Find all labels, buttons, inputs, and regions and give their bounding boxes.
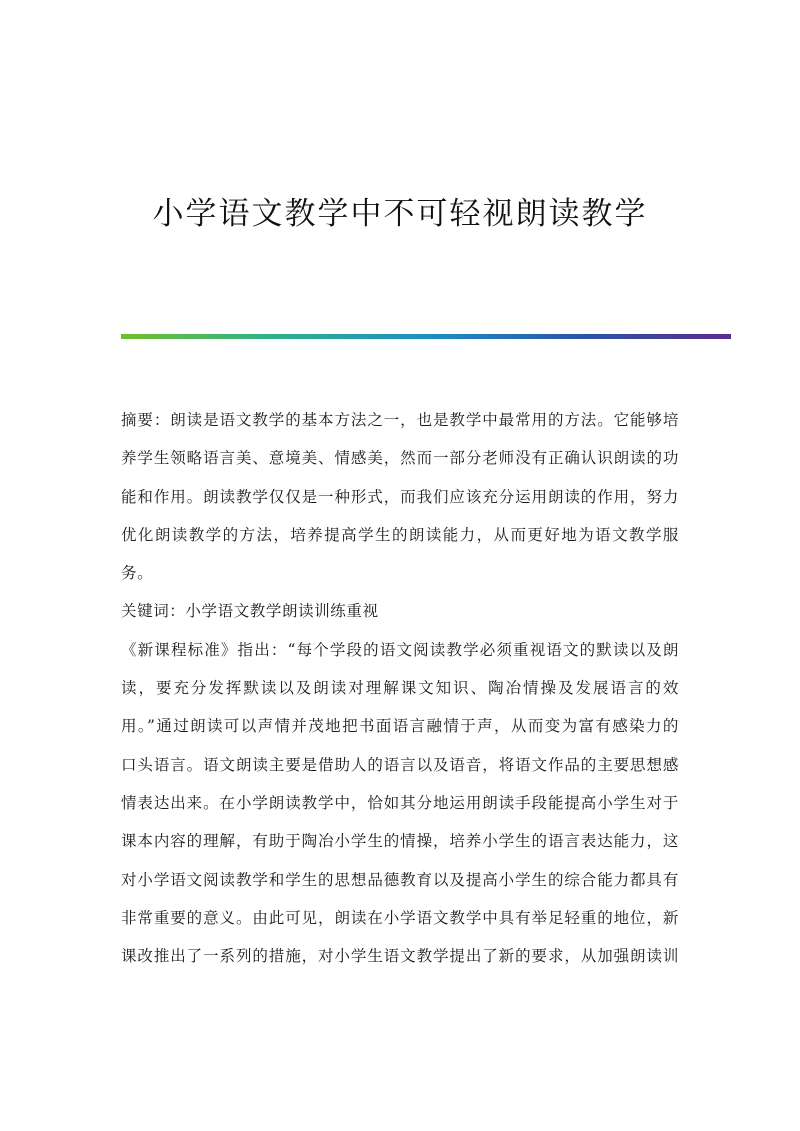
abstract-line: 摘要：朗读是语文教学的基本方法之一，也是教学中最常用的方法。它能够培	[121, 411, 679, 429]
body-line: 对小学语文阅读教学和学生的思想品德教育以及提高小学生的综合能力都具有	[121, 870, 679, 889]
page-title: 小学语文教学中不可轻视朗读教学	[152, 196, 648, 232]
keywords-paragraph	[121, 592, 679, 630]
body-line: 课改推出了一系列的措施，对小学生语文教学提出了新的要求，从加强朗读训	[121, 947, 679, 966]
body-line: 课本内容的理解，有助于陶冶小学生的情操，培养小学生的语言表达能力，这	[121, 832, 679, 851]
keywords-line: 关键词：小学语文教学朗读训练重视	[121, 602, 379, 621]
body-line: 用。”通过朗读可以声情并茂地把书面语言融情于声，从而变为富有感染力的	[121, 717, 679, 736]
abstract-line: 能和作用。朗读教学仅仅是一种形式，而我们应该充分运用朗读的作用，努力	[121, 487, 679, 506]
document-body	[121, 401, 679, 975]
body-line: 非常重要的意义。由此可见，朗读在小学语文教学中具有举足轻重的地位，新	[121, 908, 679, 927]
abstract-line: 养学生领略语言美、意境美、情感美，然而一部分老师没有正确认识朗读的功	[121, 449, 679, 468]
body-line: 口头语言。语文朗读主要是借助人的语言以及语音，将语文作品的主要思想感	[121, 755, 679, 774]
abstract-line: 务。	[121, 564, 154, 583]
title-divider	[121, 334, 731, 339]
abstract-paragraph	[121, 401, 679, 592]
body-paragraph	[121, 631, 679, 976]
body-line: 《新课程标准》指出：“每个学段的语文阅读教学必须重视语文的默读以及朗	[121, 640, 679, 659]
body-line: 读，要充分发挥默读以及朗读对理解课文知识、陶冶情操及发展语言的效	[121, 679, 679, 698]
body-line: 情表达出来。在小学朗读教学中，恰如其分地运用朗读手段能提高小学生对于	[121, 793, 679, 812]
abstract-line: 优化朗读教学的方法，培养提高学生的朗读能力，从而更好地为语文教学服	[121, 525, 679, 544]
